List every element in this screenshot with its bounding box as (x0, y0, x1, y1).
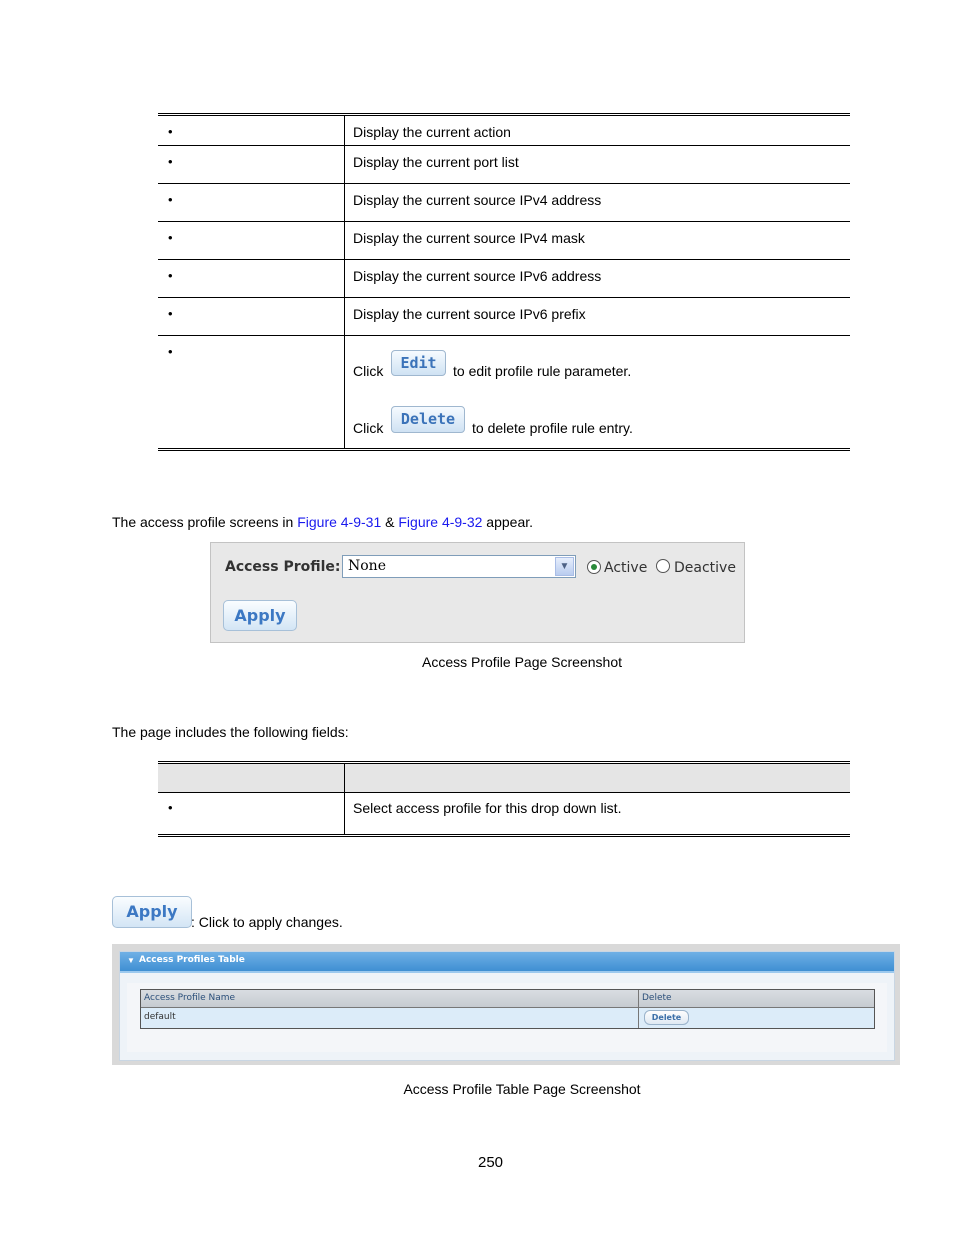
row-description: Display the current port list (353, 154, 519, 170)
row-description: Display the current source IPv6 prefix (353, 306, 586, 322)
apply-note-text: : Click to apply changes. (191, 914, 343, 930)
row-description: Display the current source IPv4 mask (353, 230, 585, 246)
chevron-down-icon[interactable]: ▼ (555, 557, 574, 576)
table-row (158, 298, 850, 336)
intro-text: appear. (482, 514, 534, 530)
select-value: None (348, 558, 386, 574)
row-description: Display the current action (353, 124, 511, 140)
profile-name: default (144, 1012, 176, 1022)
column-header-name: Access Profile Name (144, 993, 236, 1003)
figure-caption: Access Profile Table Page Screenshot (403, 1081, 641, 1097)
table-row (158, 222, 850, 260)
access-profiles-panel (119, 951, 895, 1061)
table-row (158, 146, 850, 184)
apply-button[interactable]: Apply (223, 600, 297, 631)
panel-titlebar[interactable] (120, 952, 894, 973)
table-row-actions (158, 336, 850, 448)
access-profile-label: Access Profile: (225, 559, 341, 575)
table-row (158, 184, 850, 222)
page-number: 250 (477, 1154, 504, 1171)
bullet: • (168, 800, 173, 815)
table-row (158, 260, 850, 298)
bullet: • (168, 344, 173, 359)
delete-button[interactable]: Delete (391, 406, 465, 433)
bullet: • (168, 268, 173, 283)
profiles-grid (140, 989, 875, 1029)
figure-caption: Access Profile Page Screenshot (422, 654, 622, 670)
active-radio-label: Active (604, 560, 648, 576)
row-description: Select access profile for this drop down list. (353, 800, 622, 816)
table-row (141, 1008, 874, 1028)
collapse-triangle-icon[interactable]: ▼ (127, 956, 135, 965)
bullet: • (168, 192, 173, 207)
delete-profile-button[interactable]: Delete (644, 1010, 689, 1025)
deactive-radio[interactable] (656, 559, 670, 573)
edit-button[interactable]: Edit (391, 350, 446, 376)
table-row (158, 793, 850, 834)
access-profile-screenshot (210, 542, 745, 643)
fields-table (158, 761, 850, 837)
fields-intro: The page includes the following fields: (112, 724, 349, 740)
bullet: • (168, 230, 173, 245)
bullet: • (168, 306, 173, 321)
access-profiles-table-screenshot (112, 944, 900, 1065)
delete-click-prefix: Click (353, 420, 384, 436)
apply-button-image[interactable]: Apply (112, 896, 192, 928)
deactive-radio-label: Deactive (674, 560, 736, 576)
parameter-table (158, 113, 850, 451)
column-header-delete: Delete (642, 993, 672, 1003)
delete-description: to delete profile rule entry. (472, 420, 633, 436)
access-profile-select[interactable] (342, 555, 576, 578)
table-header (158, 764, 850, 793)
intro-text: & (381, 514, 399, 530)
bullet: • (168, 154, 173, 169)
figure-link-2[interactable]: Figure 4-9-32 (398, 514, 483, 530)
panel-title: Access Profiles Table (139, 955, 245, 965)
edit-description: to edit profile rule parameter. (453, 363, 632, 379)
row-description: Display the current source IPv6 address (353, 268, 602, 284)
row-description: Display the current source IPv4 address (353, 192, 602, 208)
table-row (158, 116, 850, 146)
active-radio[interactable] (587, 560, 601, 574)
bullet: • (168, 124, 173, 139)
edit-click-prefix: Click (353, 363, 384, 379)
grid-header (141, 990, 874, 1008)
figure-link-1[interactable]: Figure 4-9-31 (297, 514, 382, 530)
intro-paragraph (112, 514, 533, 530)
intro-text: The access profile screens in (112, 514, 298, 530)
